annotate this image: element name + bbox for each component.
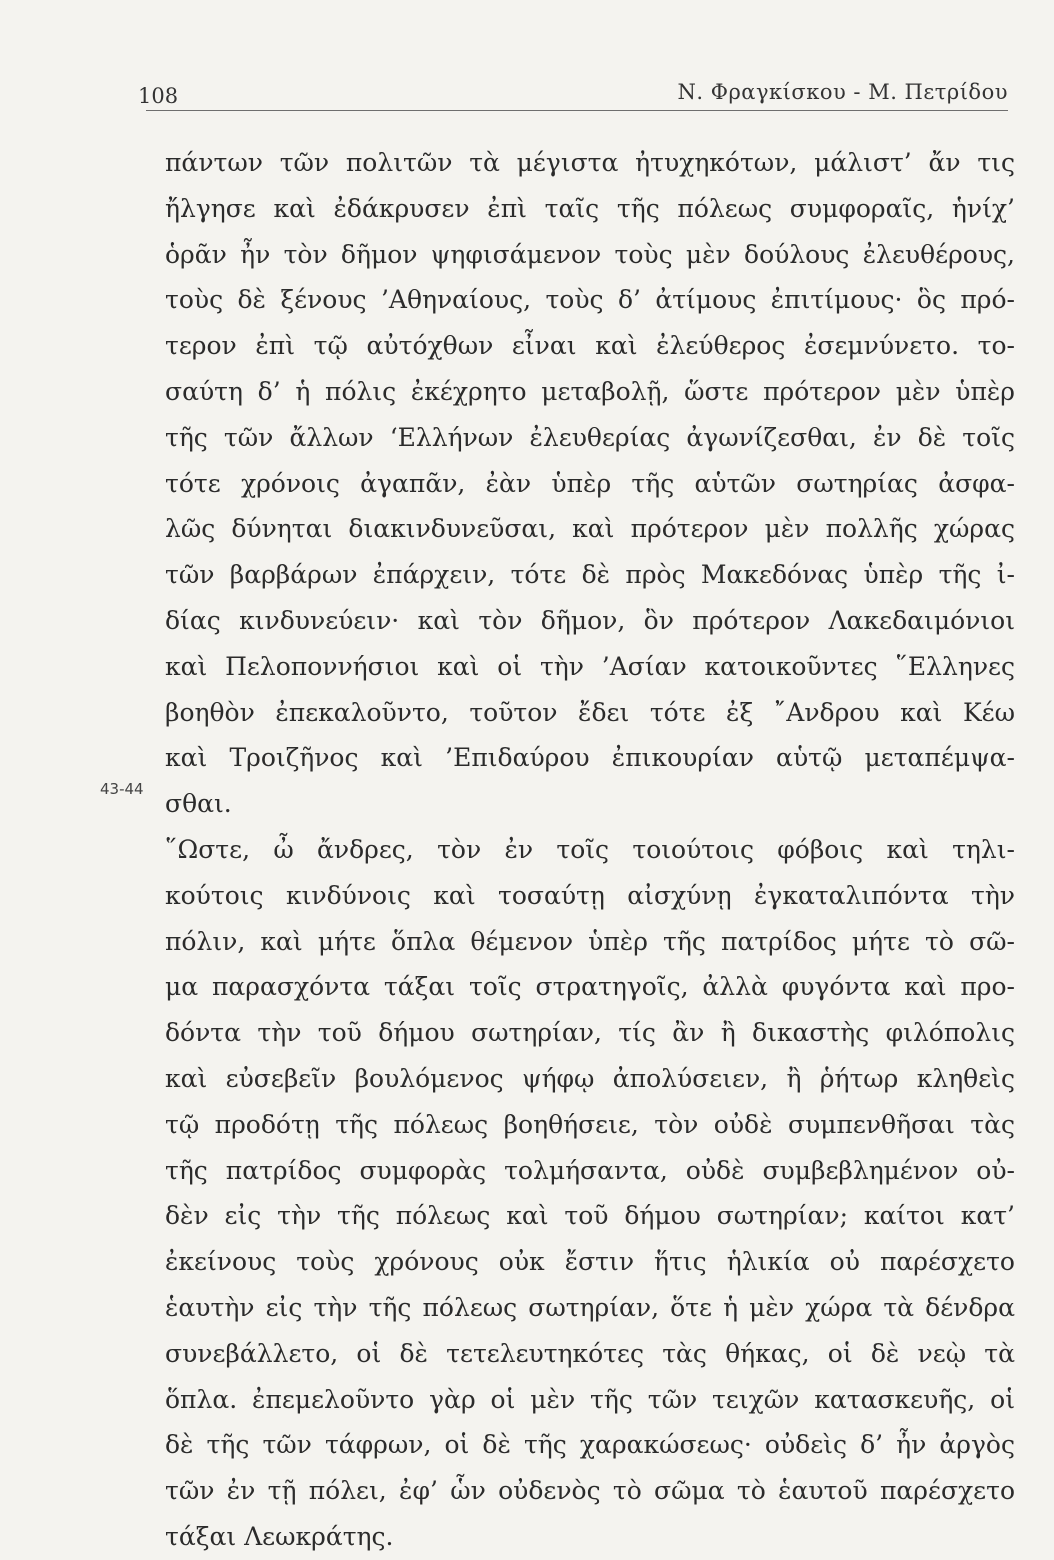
text-line: συνεβάλλετο, οἱ δὲ τετελευτηκότες τὰς θήκας, οἱ δὲ νεῲ τὰ xyxy=(165,1338,1015,1368)
text-line: ἤλγησε καὶ ἐδάκρυσεν ἐπὶ ταῖς τῆς πόλεως συμφοραῖς, ἡνίχ’ xyxy=(165,193,1015,223)
text-line: ῞Ωστε, ὦ ἄνδρες, τὸν ἐν τοῖς τοιούτοις φόβοις καὶ τηλι- xyxy=(165,834,1015,864)
text-line: τότε χρόνοις ἀγαπᾶν, ἐὰν ὑπὲρ τῆς αὑτῶν σωτηρίας ἀσφα- xyxy=(165,468,1015,498)
text-line: δὲν εἰς τὴν τῆς πόλεως καὶ τοῦ δήμου σωτηρίαν; καίτοι κατ’ xyxy=(165,1201,1015,1231)
text-line: τάξαι Λεωκράτης. xyxy=(165,1521,394,1551)
margin-section-number: 43-44 xyxy=(100,780,144,798)
text-line: τερον ἐπὶ τῷ αὐτόχθων εἶναι καὶ ἐλεύθερος ἐσεμνύνετο. το- xyxy=(165,331,1015,361)
paragraph-2 xyxy=(165,827,1015,1560)
text-line: πάντων τῶν πολιτῶν τὰ μέγιστα ἠτυχηκότων, μάλιστ’ ἄν τις xyxy=(165,148,1015,177)
text-line: λῶς δύνηται διακινδυνεῦσαι, καὶ πρότερον μὲν πολλῆς χώρας xyxy=(165,514,1015,544)
text-line: κούτοις κινδύνοις καὶ τοσαύτῃ αἰσχύνῃ ἐγκαταλιπόντα τὴν xyxy=(165,880,1015,910)
text-line: τῶν βαρβάρων ἐπάρχειν, τότε δὲ πρὸς Μακεδόνας ὑπὲρ τῆς ἰ- xyxy=(165,560,1015,590)
text-line: τοὺς δὲ ξένους ’Αθηναίους, τοὺς δ’ ἀτίμους ἐπιτίμους· ὃς πρό- xyxy=(165,285,1015,315)
header-rule xyxy=(146,110,1008,111)
text-line: σθαι. xyxy=(165,789,232,819)
text-line: ἐκείνους τοὺς χρόνους οὐκ ἔστιν ἥτις ἡλικία οὐ παρέσχετο xyxy=(165,1247,1015,1277)
text-line: δόντα τὴν τοῦ δήμου σωτηρίαν, τίς ἂν ἢ δικαστὴς φιλόπολις xyxy=(165,1018,1015,1048)
text-line: σαύτη δ’ ἡ πόλις ἐκέχρητο μεταβολῇ, ὥστε πρότερον μὲν ὑπὲρ xyxy=(165,376,1015,406)
main-text xyxy=(165,140,1015,1560)
text-line: καὶ Τροιζῆνος καὶ ’Επιδαύρου ἐπικουρίαν αὑτῷ μεταπέμψα- xyxy=(165,743,1015,773)
text-line: τῷ προδότῃ τῆς πόλεως βοηθήσειε, τὸν οὐδὲ συμπενθῆσαι τὰς xyxy=(165,1109,1015,1139)
text-line: τῶν ἐν τῇ πόλει, ἐφ’ ὧν οὐδενὸς τὸ σῶμα τὸ ἑαυτοῦ παρέσχετο xyxy=(165,1476,1015,1506)
text-line: ὅπλα. ἐπεμελοῦντο γὰρ οἱ μὲν τῆς τῶν τειχῶν κατασκευῆς, οἱ xyxy=(165,1384,1015,1414)
running-head xyxy=(128,78,1008,110)
paragraph-1 xyxy=(165,140,1015,827)
text-line: ὁρᾶν ἦν τὸν δῆμον ψηφισάμενον τοὺς μὲν δούλους ἐλευθέρους, xyxy=(165,239,1015,269)
text-line: μα παρασχόντα τάξαι τοῖς στρατηγοῖς, ἀλλὰ φυγόντα καὶ προ- xyxy=(165,972,1015,1002)
text-line: καὶ Πελοποννήσιοι καὶ οἱ τὴν ’Ασίαν κατοικοῦντες ῞Ελληνες xyxy=(165,651,1015,681)
page-number: 108 xyxy=(138,84,179,108)
text-line: πόλιν, καὶ μήτε ὅπλα θέμενον ὑπὲρ τῆς πατρίδος μήτε τὸ σῶ- xyxy=(165,926,1015,956)
text-line: δίας κινδυνεύειν· καὶ τὸν δῆμον, ὃν πρότερον Λακεδαιμόνιοι xyxy=(165,605,1015,635)
text-line: ἑαυτὴν εἰς τὴν τῆς πόλεως σωτηρίαν, ὅτε ἡ μὲν χώρα τὰ δένδρα xyxy=(165,1292,1015,1322)
text-line: καὶ εὐσεβεῖν βουλόμενος ψήφῳ ἀπολύσειεν, ἢ ῥήτωρ κληθεὶς xyxy=(165,1063,1015,1093)
text-line: δὲ τῆς τῶν τάφρων, οἱ δὲ τῆς χαρακώσεως· οὐδεὶς δ’ ἦν ἀργὸς xyxy=(165,1430,1015,1460)
text-line: τῆς τῶν ἄλλων ‘Ελλήνων ἐλευθερίας ἀγωνίζεσθαι, ἐν δὲ τοῖς xyxy=(165,422,1015,452)
running-title: Ν. Φραγκίσκου - Μ. Πετρίδου xyxy=(677,80,1008,104)
text-line: τῆς πατρίδος συμφορὰς τολμήσαντα, οὐδὲ συμβεβλημένον οὐ- xyxy=(165,1155,1015,1185)
text-line: βοηθὸν ἐπεκαλοῦντο, τοῦτον ἔδει τότε ἐξ ῎Ανδρου καὶ Κέω xyxy=(165,697,1015,727)
